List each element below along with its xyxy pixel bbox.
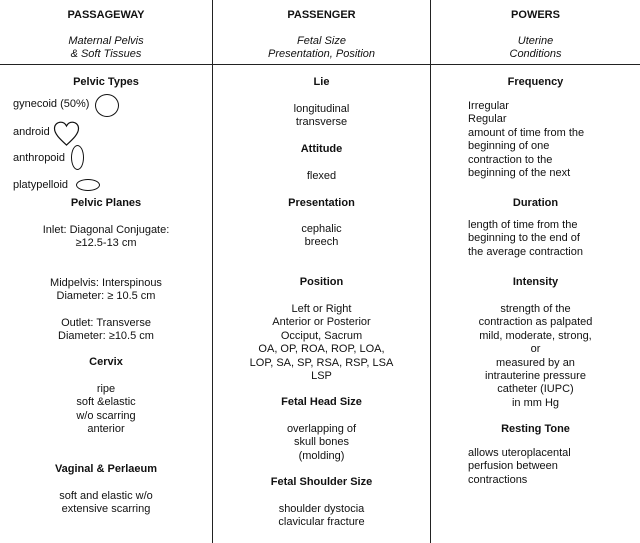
pelvic-type-android: android xyxy=(13,126,50,138)
pelvic-type-gynecoid: gynecoid (50%) xyxy=(13,98,90,110)
frequency-heading: Frequency xyxy=(507,76,564,88)
fetal-shoulder-size-text: shoulder dystocia clavicular fracture xyxy=(278,503,365,529)
passageway-column xyxy=(0,0,212,543)
passageway-title: PASSAGEWAY xyxy=(67,9,145,21)
cervix-text: ripe soft &elastic w/o scarring anterior xyxy=(76,383,136,436)
vertical-oval-icon xyxy=(71,145,84,170)
lie-text: longitudinal transverse xyxy=(293,103,350,129)
position-text: Left or Right Anterior or Posterior Occiput, Sacrum OA, OP, ROA, ROP, LOA, LOP, SA, SP, RSA, RSP, LSA LSP xyxy=(249,303,394,383)
frequency-text: Irregular Regular amount of time from the beginning of one contraction to the beginning of the next xyxy=(468,100,585,180)
vaginal-heading: Vaginal & Perlaeum xyxy=(54,463,158,475)
lie-heading: Lie xyxy=(313,76,330,88)
circle-icon xyxy=(95,94,119,117)
presentation-heading: Presentation xyxy=(288,197,355,209)
attitude-heading: Attitude xyxy=(300,143,343,155)
resting-tone-heading: Resting Tone xyxy=(501,423,570,435)
intensity-text: strength of the contraction as palpated mild, moderate, strong, or measured by an intrauterine pressure catheter (IUPC) in mm Hg xyxy=(478,303,593,409)
vaginal-text: soft and elastic w/o extensive scarring xyxy=(59,490,153,516)
passenger-title: PASSENGER xyxy=(287,9,356,21)
midpelvis-text: Midpelvis: Interspinous Diameter: ≥ 10.5 cm xyxy=(50,277,162,303)
horizontal-oval-icon xyxy=(76,179,100,191)
cervix-heading: Cervix xyxy=(89,356,123,368)
pelvic-type-platypelloid: platypelloid xyxy=(13,179,69,191)
passenger-column xyxy=(213,0,430,543)
pelvic-type-anthropoid: anthropoid xyxy=(13,152,65,164)
intensity-heading: Intensity xyxy=(512,276,559,288)
powers-title: POWERS xyxy=(511,9,560,21)
pelvic-planes-heading: Pelvic Planes xyxy=(70,197,142,209)
attitude-text: flexed xyxy=(306,170,337,182)
passageway-subtitle: Maternal Pelvis & Soft Tissues xyxy=(68,35,144,60)
powers-column xyxy=(431,0,640,543)
pelvic-types-heading: Pelvic Types xyxy=(73,76,139,88)
inlet-text: Inlet: Diagonal Conjugate: ≥12.5-13 cm xyxy=(42,224,170,250)
duration-text: length of time from the beginning to the end of the average contraction xyxy=(468,219,583,258)
fetal-shoulder-size-heading: Fetal Shoulder Size xyxy=(270,476,373,488)
duration-heading: Duration xyxy=(512,197,559,209)
fetal-head-size-heading: Fetal Head Size xyxy=(281,396,362,408)
passenger-subtitle: Fetal Size Presentation, Position xyxy=(267,35,375,60)
resting-tone-text: allows uteroplacental perfusion between contractions xyxy=(468,447,571,486)
outlet-text: Outlet: Transverse Diameter: ≥10.5 cm xyxy=(58,317,154,343)
fetal-head-size-text: overlapping of skull bones (molding) xyxy=(286,423,357,462)
powers-subtitle: Uterine Conditions xyxy=(509,35,562,60)
position-heading: Position xyxy=(299,276,344,288)
presentation-text: cephalic breech xyxy=(301,223,342,249)
heart-icon xyxy=(53,121,80,147)
